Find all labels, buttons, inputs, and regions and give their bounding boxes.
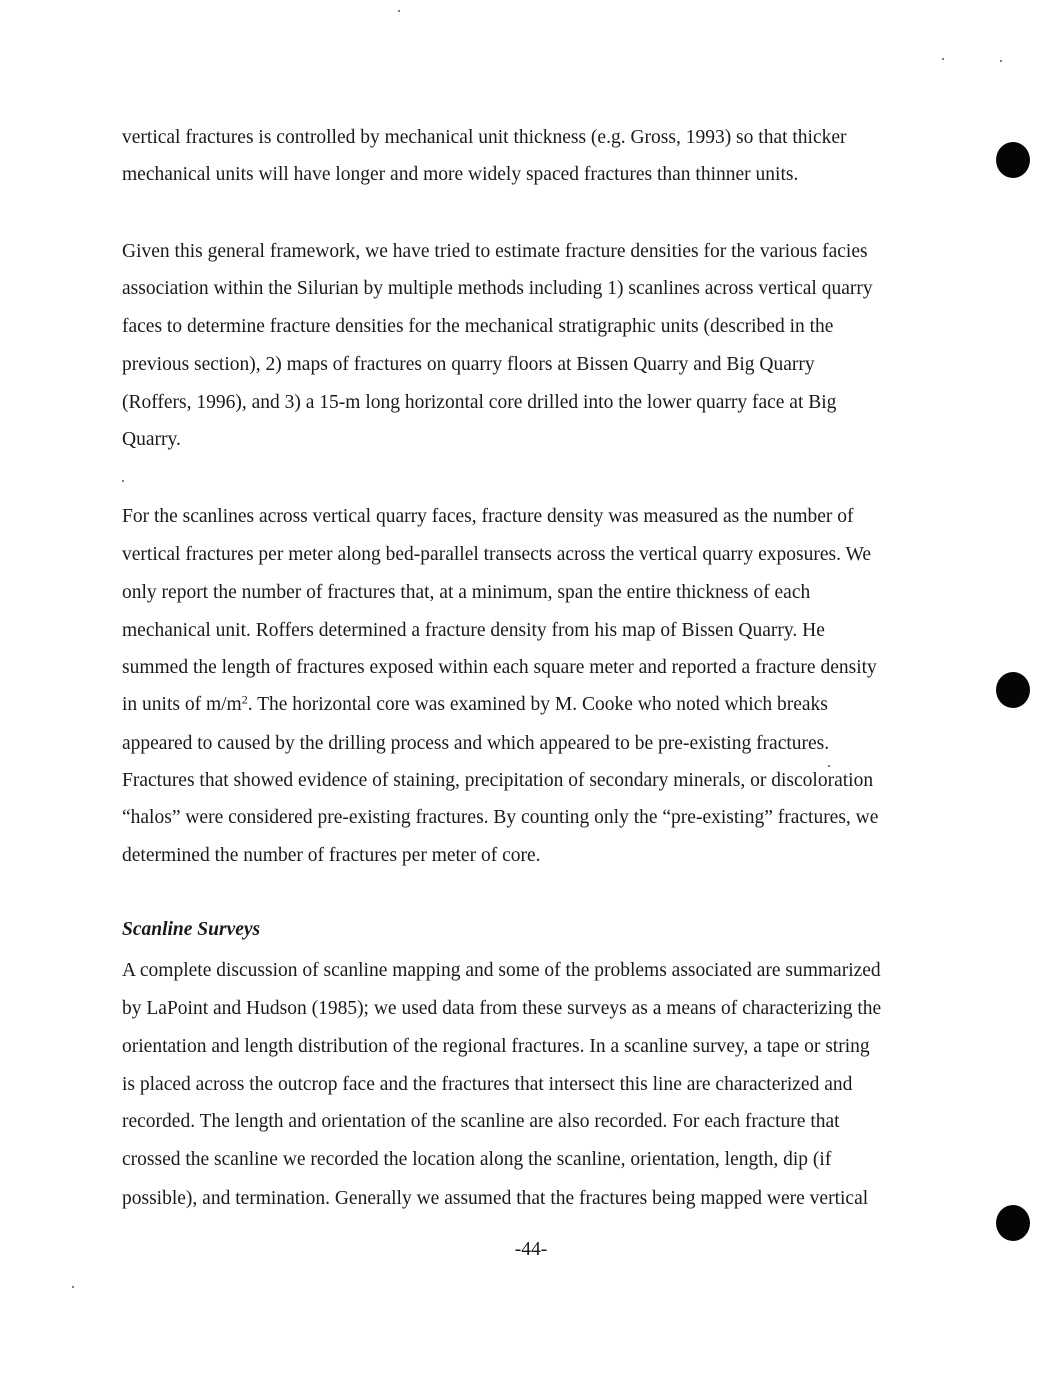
section-line-1: A complete discussion of scanline mapping and some of the problems associated are summarized: [122, 960, 881, 981]
paragraph-1-line-1: vertical fractures is controlled by mechanical unit thickness (e.g. Gross, 1993) so that thicker: [122, 127, 847, 148]
paragraph-3-line-3: only report the number of fractures that, at a minimum, span the entire thickness of each: [122, 582, 811, 603]
paragraph-3-line-8: Fractures that showed evidence of staining, precipitation of secondary minerals, or discoloration: [122, 770, 874, 791]
paragraph-3-line-6: [122, 693, 828, 717]
section-line-5: recorded. The length and orientation of the scanline are also recorded. For each fracture that: [122, 1111, 840, 1132]
units-line-tail: . The horizontal core was examined by M. Cooke who noted which breaks: [247, 694, 828, 715]
section-heading: Scanline Surveys: [122, 919, 261, 940]
section-line-6: crossed the scanline we recorded the location along the scanline, orientation, length, dip (if: [122, 1149, 832, 1170]
scan-speck: [828, 765, 830, 767]
scan-speck: [122, 480, 124, 482]
paragraph-3-line-1: For the scanlines across vertical quarry faces, fracture density was measured as the number of: [122, 506, 854, 527]
page-number: -44-: [514, 1239, 548, 1260]
paragraph-2-line-1: Given this general framework, we have tried to estimate fracture densities for the various facies: [122, 241, 868, 262]
units-superscript: 2: [241, 692, 248, 707]
paragraph-3-line-9: “halos” were considered pre-existing fractures. By counting only the “pre-existing” fractures, we: [122, 807, 879, 828]
punch-hole-top: [996, 142, 1030, 178]
paragraph-3-line-10: determined the number of fractures per meter of core.: [122, 845, 541, 866]
section-line-2: by LaPoint and Hudson (1985); we used data from these surveys as a means of characterizing the: [122, 998, 882, 1019]
paragraph-2-line-6: Quarry.: [122, 429, 181, 450]
scan-speck: [942, 58, 944, 60]
punch-hole-bottom: [996, 1205, 1030, 1241]
section-line-3: orientation and length distribution of the regional fractures. In a scanline survey, a tape or string: [122, 1036, 870, 1057]
units-text: in units of m/m: [122, 694, 242, 715]
paragraph-2-line-2: association within the Silurian by multiple methods including 1) scanlines across vertical quarry: [122, 278, 873, 299]
paragraph-1-line-2: mechanical units will have longer and more widely spaced fractures than thinner units.: [122, 164, 799, 185]
punch-hole-middle: [996, 672, 1030, 708]
scan-speck: [398, 10, 400, 12]
section-line-7: possible), and termination. Generally we assumed that the fractures being mapped were vertical: [122, 1188, 869, 1209]
paragraph-3-line-5: summed the length of fractures exposed within each square meter and reported a fracture density: [122, 657, 877, 678]
paragraph-3-line-2: vertical fractures per meter along bed-parallel transects across the vertical quarry exposures. We: [122, 544, 872, 565]
paragraph-2-line-4: previous section), 2) maps of fractures on quarry floors at Bissen Quarry and Big Quarry: [122, 354, 815, 375]
paragraph-3-line-7: appeared to caused by the drilling process and which appeared to be pre-existing fractures.: [122, 733, 830, 754]
section-line-4: is placed across the outcrop face and the fractures that intersect this line are characterized and: [122, 1074, 853, 1095]
paragraph-2-line-5: (Roffers, 1996), and 3) a 15-m long horizontal core drilled into the lower quarry face at Big: [122, 392, 837, 413]
scan-speck: [1000, 60, 1002, 62]
paragraph-2-line-3: faces to determine fracture densities for the mechanical stratigraphic units (described in the: [122, 316, 834, 337]
paragraph-3-line-4: mechanical unit. Roffers determined a fracture density from his map of Bissen Quarry. He: [122, 620, 825, 641]
scan-speck: [72, 1286, 74, 1288]
